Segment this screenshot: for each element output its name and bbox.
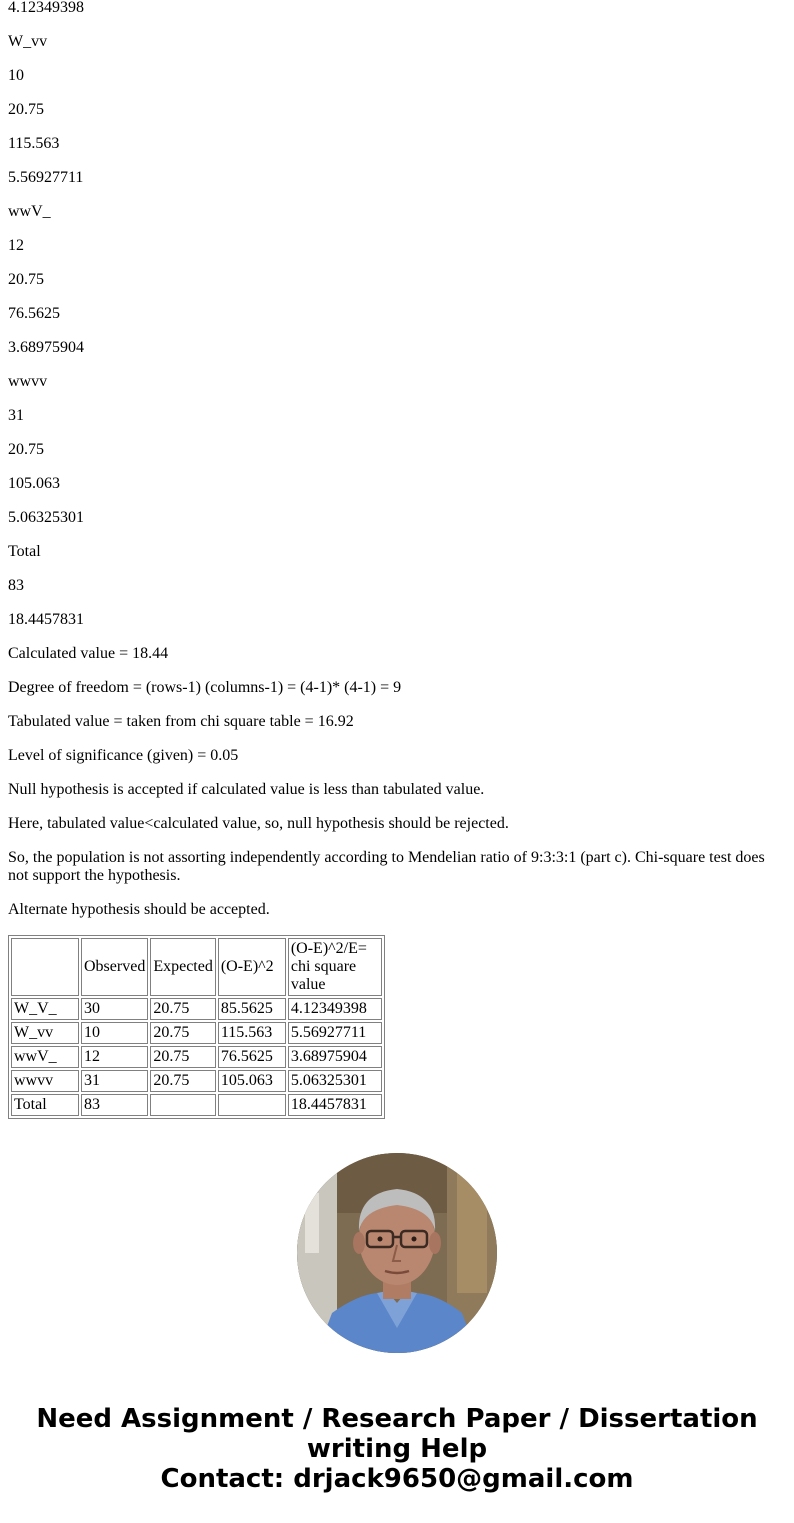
text-line: 31 — [8, 407, 24, 424]
header-cell: (O-E)^2 — [218, 938, 286, 996]
text-line: wwV_ — [8, 203, 51, 220]
author-avatar — [297, 1153, 497, 1353]
text-line: 105.063 — [8, 475, 60, 492]
table-cell: wwV_ — [11, 1046, 79, 1068]
calculated-value: Calculated value = 18.44 — [8, 645, 169, 662]
tabulated-value: Tabulated value = taken from chi square table = 16.92 — [8, 713, 354, 730]
text-line: wwvv — [8, 373, 48, 390]
promo-footer — [0, 1404, 794, 1494]
table-header-row — [11, 938, 382, 996]
text-line: 4.12349398 — [8, 0, 84, 16]
chi-square-table — [8, 935, 385, 1119]
header-cell: (O-E)^2/E= chi square value — [288, 938, 382, 996]
table-cell: 20.75 — [150, 1046, 216, 1068]
person-portrait-icon — [297, 1153, 497, 1353]
text-line: 5.56927711 — [8, 169, 84, 186]
header-cell — [11, 938, 79, 996]
text-line: 5.06325301 — [8, 509, 84, 526]
text-line: Total — [8, 543, 41, 560]
table-cell: 4.12349398 — [288, 998, 382, 1020]
table-cell: W_V_ — [11, 998, 79, 1020]
table-row — [11, 1022, 382, 1044]
table-cell: 5.56927711 — [288, 1022, 382, 1044]
table-cell: 10 — [81, 1022, 148, 1044]
level-of-significance: Level of significance (given) = 0.05 — [8, 747, 239, 764]
table-cell: 18.4457831 — [288, 1094, 382, 1116]
table-cell: 76.5625 — [218, 1046, 286, 1068]
text-line: 76.5625 — [8, 305, 60, 322]
table-cell: 83 — [81, 1094, 148, 1116]
table-cell: 3.68975904 — [288, 1046, 382, 1068]
promo-line: Need Assignment / Research Paper / Dissertation — [36, 1404, 758, 1434]
text-line: 10 — [8, 67, 24, 84]
solution-content — [8, 0, 784, 1119]
table-cell: 30 — [81, 998, 148, 1020]
table-row-total — [11, 1094, 382, 1116]
header-cell: Observed — [81, 938, 148, 996]
conclusion-line: Here, tabulated value<calculated value, so, null hypothesis should be rejected. — [8, 815, 509, 832]
degree-of-freedom: Degree of freedom = (rows-1) (columns-1) = (4-1)* (4-1) = 9 — [8, 679, 402, 696]
table-cell: 12 — [81, 1046, 148, 1068]
table-cell: 85.5625 — [218, 998, 286, 1020]
table-cell: 20.75 — [150, 1070, 216, 1092]
table-cell: 20.75 — [150, 1022, 216, 1044]
table-cell: W_vv — [11, 1022, 79, 1044]
text-line: 3.68975904 — [8, 339, 84, 356]
table-cell: wwvv — [11, 1070, 79, 1092]
contact-line: Contact: drjack9650@gmail.com — [160, 1464, 634, 1494]
text-line: 18.4457831 — [8, 611, 84, 628]
table-cell: 105.063 — [218, 1070, 286, 1092]
header-cell: Expected — [150, 938, 216, 996]
table-cell: 5.06325301 — [288, 1070, 382, 1092]
promo-line: writing Help — [306, 1434, 488, 1464]
table-cell: 20.75 — [150, 998, 216, 1020]
null-hypothesis-rule: Null hypothesis is accepted if calculated value is less than tabulated value. — [8, 781, 485, 798]
table-cell: 31 — [81, 1070, 148, 1092]
conclusion-paragraph: So, the population is not assorting independently according to Mendelian ratio of 9:3:3:1 (part c). Chi-square test does not support the hypothesis. — [8, 849, 765, 884]
text-line: 83 — [8, 577, 24, 594]
alternate-hypothesis: Alternate hypothesis should be accepted. — [8, 901, 270, 918]
table-cell: Total — [11, 1094, 79, 1116]
table-row — [11, 998, 382, 1020]
table-cell — [150, 1094, 216, 1116]
text-line: 115.563 — [8, 135, 60, 152]
table-cell — [218, 1094, 286, 1116]
text-line: 12 — [8, 237, 24, 254]
text-line: 20.75 — [8, 271, 44, 288]
table-cell: 115.563 — [218, 1022, 286, 1044]
text-line: 20.75 — [8, 441, 44, 458]
text-line: 20.75 — [8, 101, 44, 118]
table-row — [11, 1046, 382, 1068]
text-line: W_vv — [8, 33, 48, 50]
table-row — [11, 1070, 382, 1092]
